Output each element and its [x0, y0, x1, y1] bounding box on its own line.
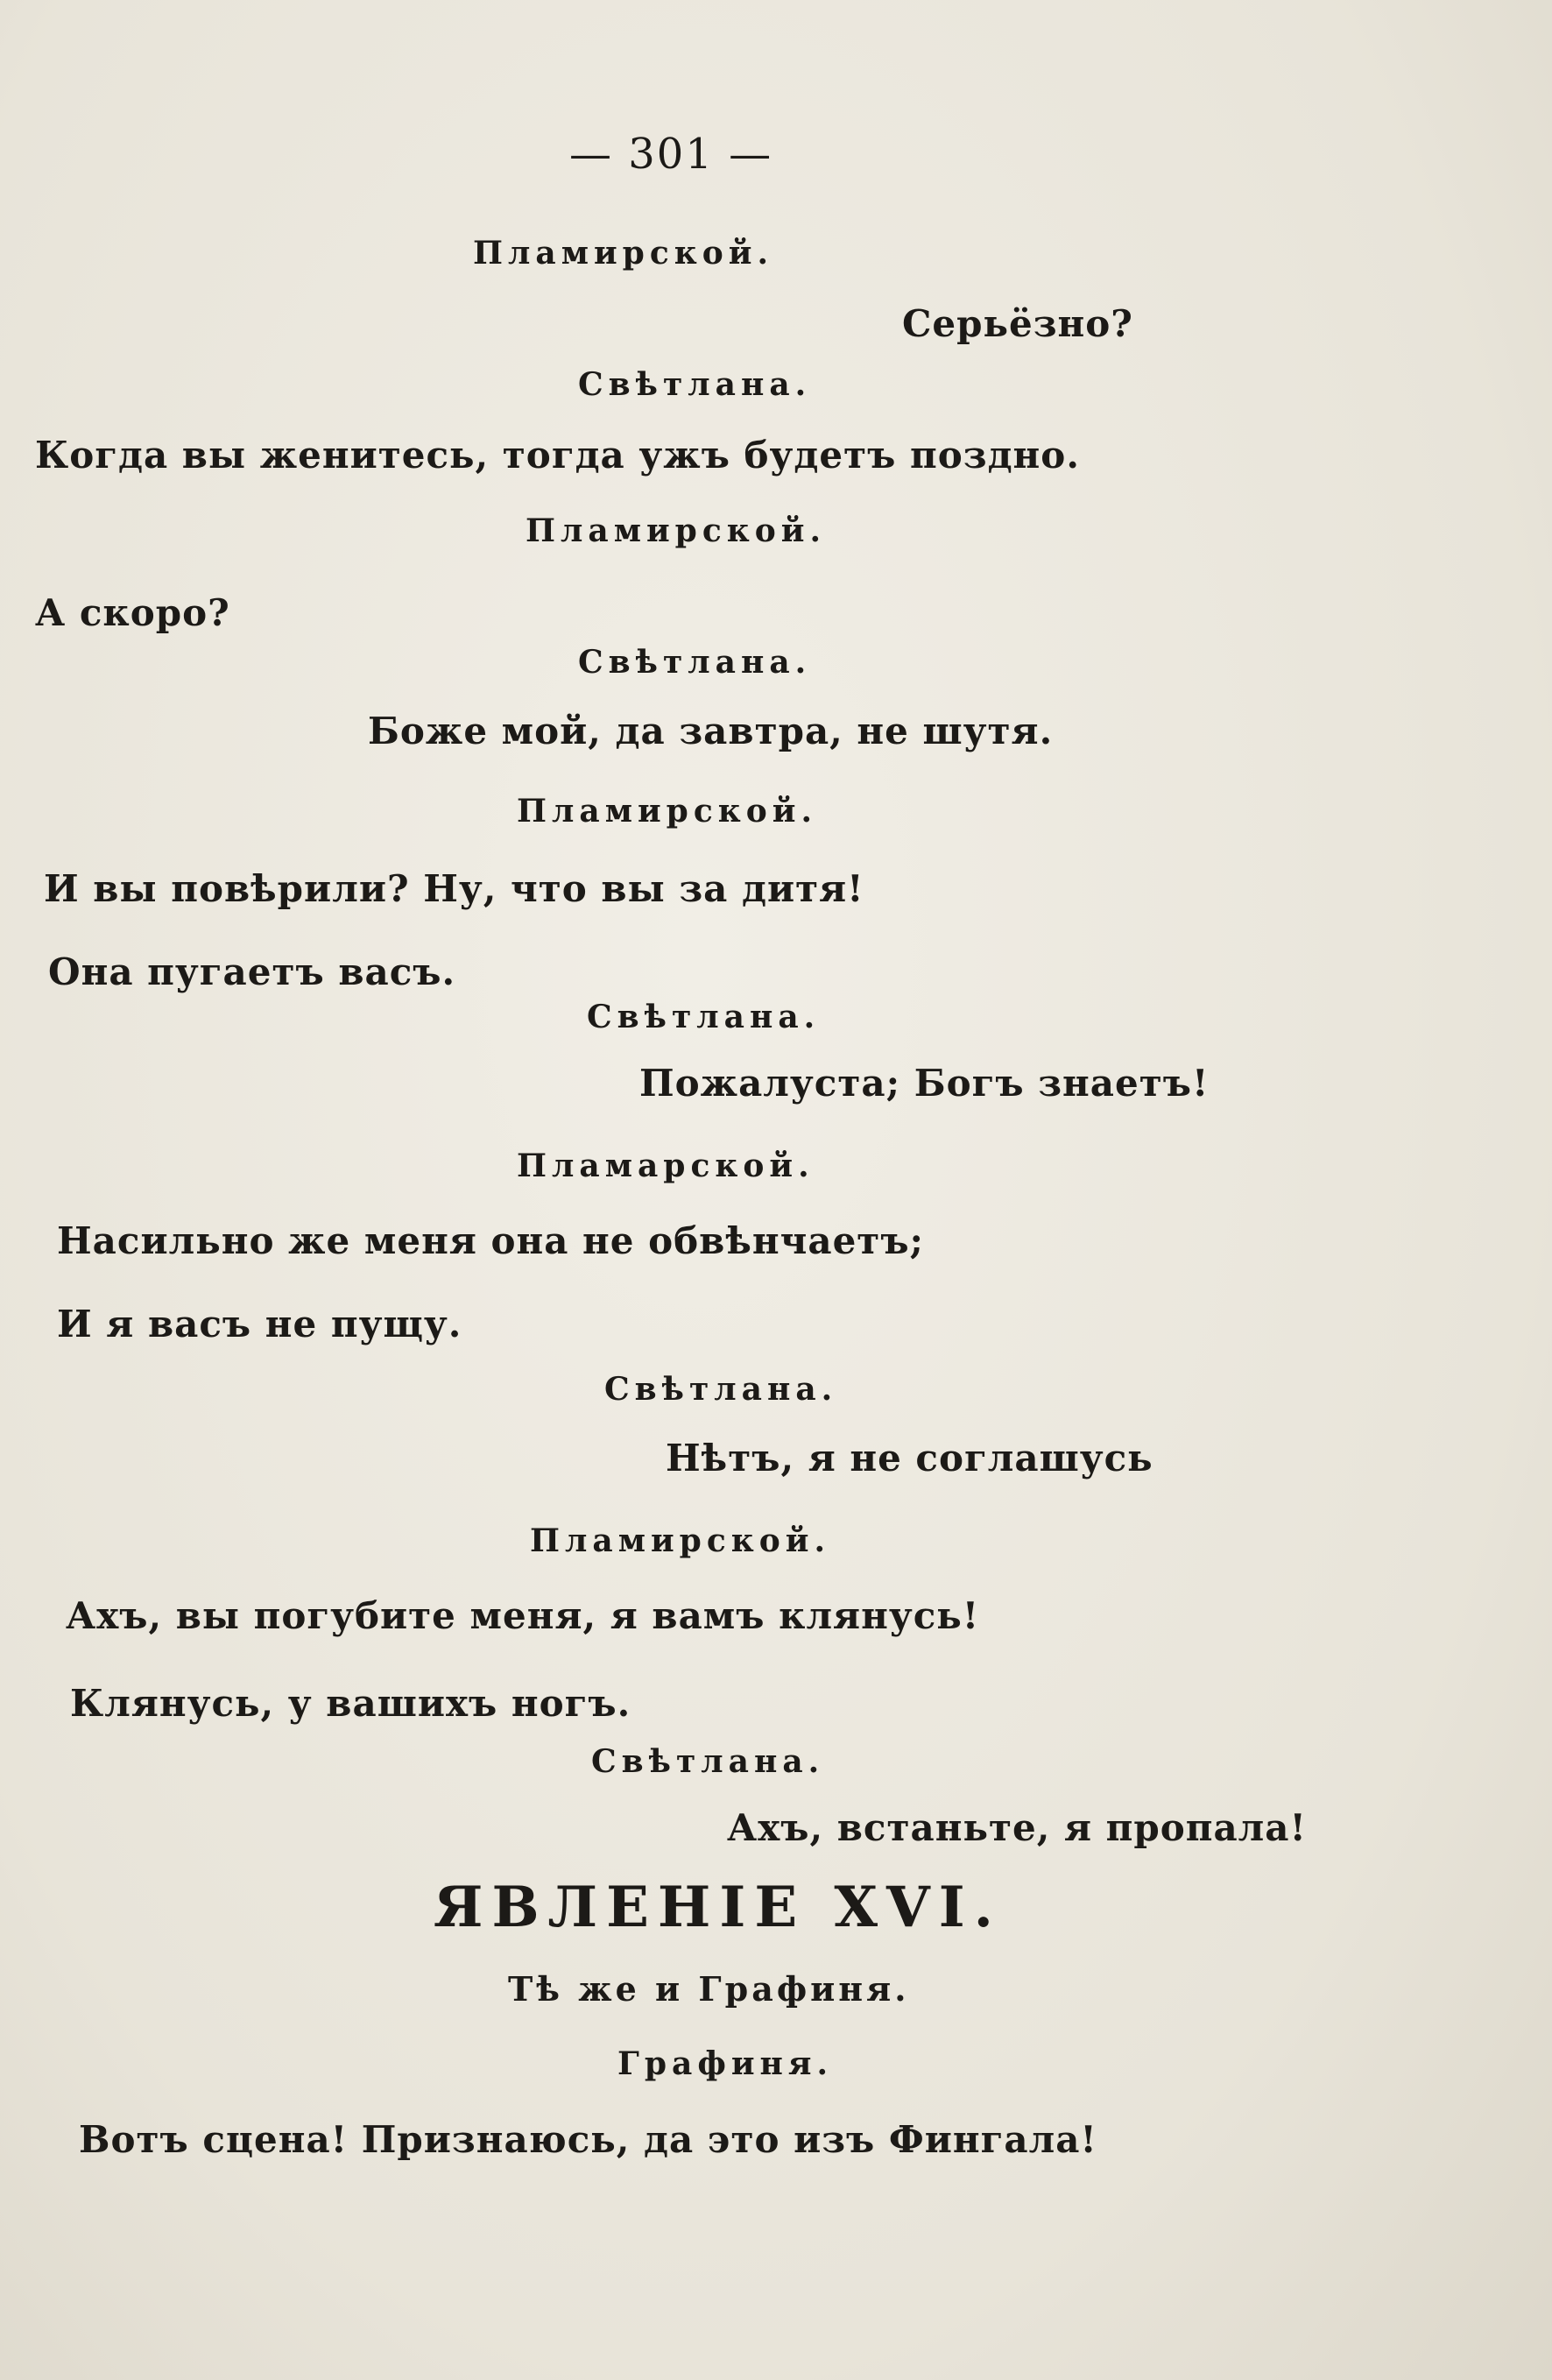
- dialog-line: Ахъ, встаньте, я пропала!: [727, 1806, 1307, 1849]
- dialog-line: А скоро?: [35, 591, 230, 634]
- page-number: — 301 —: [569, 130, 773, 179]
- speaker-label: Свѣтлана.: [578, 644, 812, 681]
- show-through: [175, 289, 1314, 324]
- speaker-label: Пламарской.: [517, 1148, 815, 1184]
- dialog-line: Ахъ, вы погубите меня, я вамъ клянусь!: [66, 1594, 980, 1637]
- speaker-label: Пламирской.: [530, 1522, 831, 1559]
- speaker-label: Пламирской.: [526, 512, 827, 549]
- speaker-label: Пламирской.: [473, 235, 774, 272]
- dialog-line: Нѣтъ, я не соглашусь: [666, 1437, 1153, 1480]
- speaker-label: Графиня.: [617, 2045, 833, 2082]
- dialog-line: Вотъ сцена! Признаюсь, да это изъ Фингала!: [79, 2118, 1097, 2161]
- scene-subtitle: Тѣ же и Графиня.: [508, 1969, 910, 2009]
- speaker-label: Свѣтлана.: [578, 366, 812, 403]
- dialog-line: И я васъ не пущу.: [57, 1303, 462, 1345]
- dialog-line: И вы повѣрили? Ну, что вы за дитя!: [44, 867, 864, 910]
- dialog-line: Когда вы женитесь, тогда ужъ будетъ поздно.: [35, 434, 1080, 477]
- speaker-label: Свѣтлана.: [587, 999, 821, 1035]
- dialog-line: Боже мой, да завтра, не шутя.: [368, 710, 1054, 752]
- speaker-label: Пламирской.: [517, 793, 818, 830]
- dialog-line: Пожалуста; Богъ знаетъ!: [639, 1062, 1210, 1105]
- speaker-label: Свѣтлана.: [604, 1371, 838, 1408]
- dialog-line: Она пугаетъ васъ.: [48, 950, 456, 993]
- dialog-line: Насильно же меня она не обвѣнчаетъ;: [57, 1219, 925, 1262]
- dialog-line: Серьёзно?: [902, 302, 1133, 345]
- dialog-line: Клянусь, у вашихъ ногъ.: [70, 1682, 631, 1725]
- speaker-label: Свѣтлана.: [591, 1743, 825, 1780]
- scene-title: ЯВЛЕНІЕ XVI.: [434, 1875, 1002, 1940]
